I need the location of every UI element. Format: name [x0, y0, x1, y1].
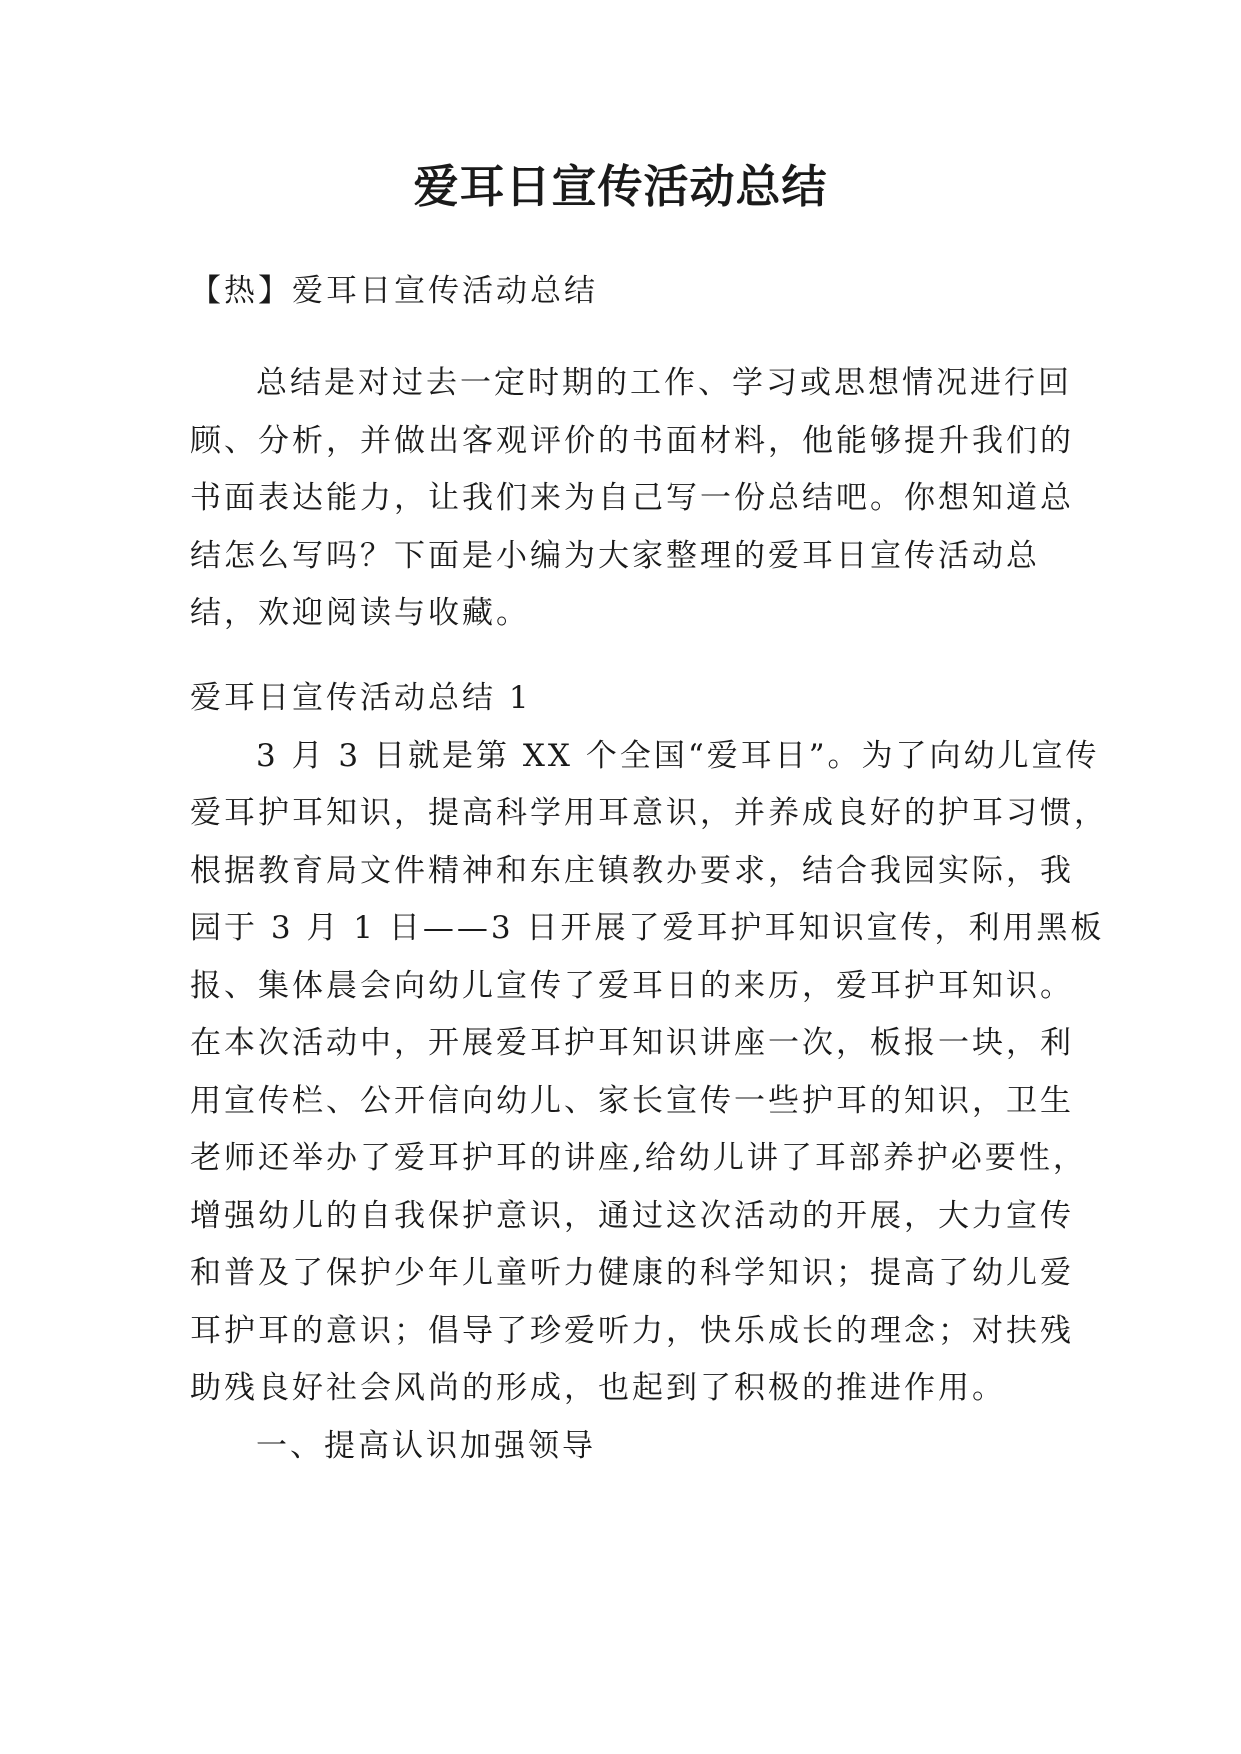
body-line: 耳护耳的意识；倡导了珍爱听力，快乐成长的理念；对扶残	[190, 1312, 1074, 1349]
intro-line: 总结是对过去一定时期的工作、学习或思想情况进行回	[256, 365, 1072, 401]
sub-heading: 一、提高认识加强领导	[256, 1427, 596, 1464]
body-line: 老师还举办了爱耳护耳的讲座,给幼儿讲了耳部养护必要性，	[190, 1140, 1087, 1176]
section-block	[190, 670, 1108, 1475]
document-title: 爱耳日宣传活动总结	[413, 160, 828, 213]
document-subtitle-block	[190, 263, 1060, 321]
body-line: 3 月 3 日就是第 XX 个全国“爱耳日”。为了向幼儿宣传	[256, 737, 1100, 774]
body-line: 报、集体晨会向幼儿宣传了爱耳日的来历，爱耳护耳知识。	[190, 967, 1074, 1004]
intro-line: 结怎么写吗？下面是小编为大家整理的爱耳日宣传活动总	[190, 537, 1040, 574]
body-line: 助残良好社会风尚的形成，也起到了积极的推进作用。	[190, 1370, 1006, 1406]
body-line: 和普及了保护少年儿童听力健康的科学知识；提高了幼儿爱	[190, 1255, 1074, 1291]
body-line: 用宣传栏、公开信向幼儿、家长宣传一些护耳的知识，卫生	[190, 1082, 1074, 1119]
body-line: 园于 3 月 1 日——3 日开展了爱耳护耳知识宣传，利用黑板	[190, 910, 1105, 946]
body-line: 增强幼儿的自我保护意识，通过这次活动的开展，大力宣传	[190, 1197, 1074, 1234]
body-line: 爱耳护耳知识，提高科学用耳意识，并养成良好的护耳习惯，	[190, 795, 1108, 831]
body-line: 在本次活动中，开展爱耳护耳知识讲座一次，板报一块，利	[190, 1025, 1074, 1061]
intro-line: 书面表达能力，让我们来为自己写一份总结吧。你想知道总	[190, 480, 1074, 516]
section-heading: 爱耳日宣传活动总结 1	[190, 680, 532, 716]
intro-line: 结，欢迎阅读与收藏。	[190, 595, 530, 631]
document-subtitle: 【热】爱耳日宣传活动总结	[190, 273, 598, 309]
intro-line: 顾、分析，并做出客观评价的书面材料，他能够提升我们的	[190, 422, 1074, 459]
intro-paragraph	[190, 355, 1074, 643]
body-line: 根据教育局文件精神和东庄镇教办要求，结合我园实际，我	[190, 852, 1074, 889]
